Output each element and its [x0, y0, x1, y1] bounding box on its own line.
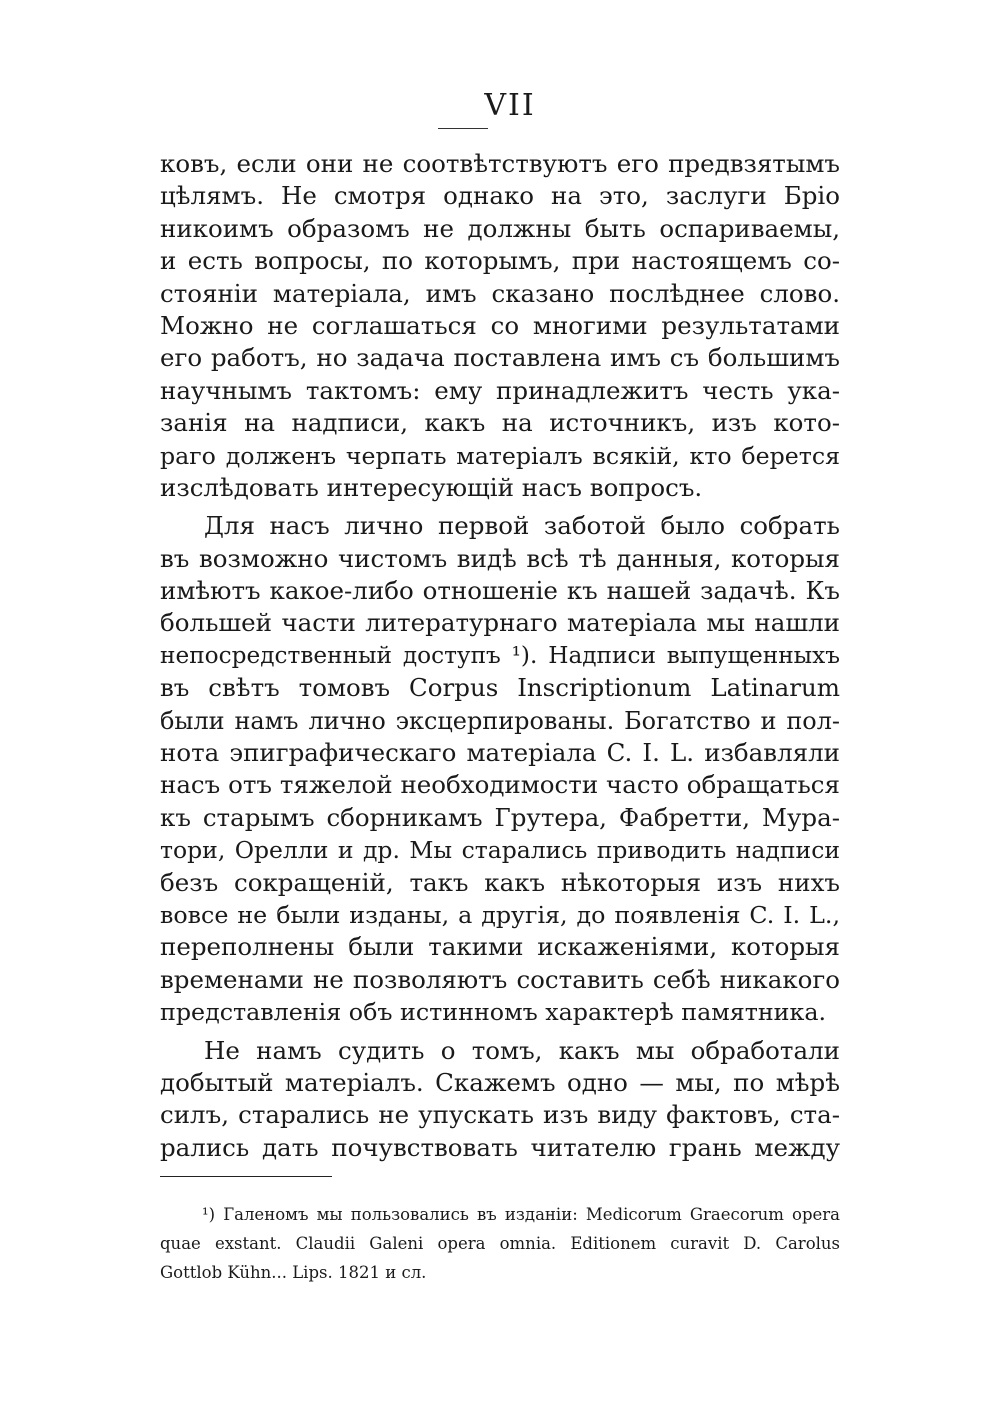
text-line: въ возможно чистомъ видѣ всѣ тѣ данныя, которыя — [160, 543, 840, 573]
text-line: силъ, старались не упускать изъ виду фактовъ, ста- — [160, 1100, 840, 1130]
text-line: къ старымъ сборникамъ Грутера, Фабретти, Мура- — [160, 802, 840, 832]
text-line: нота эпиграфическаго матеріала C. I. L. избавляли — [160, 738, 840, 768]
footnote-rule — [160, 1176, 332, 1177]
text-line: Можно не соглашаться со многими результатами — [160, 310, 840, 340]
text-line: Для насъ лично первой заботой было собрать — [204, 511, 840, 541]
text-line: непосредственный доступъ ¹). Надписи выпущенныхъ — [160, 641, 840, 669]
text-line: его работъ, но задача поставлена имъ съ большимъ — [160, 343, 840, 373]
text-line: большей части литературнаго матеріала мы нашли — [160, 608, 840, 638]
text-line: безъ сокращеній, такъ какъ нѣкоторыя изъ нихъ — [160, 867, 840, 897]
page-number: VII — [484, 88, 536, 123]
footnote — [160, 1200, 840, 1287]
text-line: насъ отъ тяжелой необходимости часто обращаться — [160, 770, 840, 800]
text-line: занія на надписи, какъ на источникъ, изъ кото- — [160, 408, 840, 438]
text-line: въ свѣтъ томовъ Corpus Inscriptionum Latinarum — [160, 673, 840, 703]
text-line: стояніи матеріала, имъ сказано послѣднее слово. — [160, 278, 840, 308]
text-line: научнымъ тактомъ: ему принадлежитъ честь ука- — [160, 375, 840, 405]
footnote-line: quae exstant. Claudii Galeni opera omnia. Editionem curavit D. Carolus — [160, 1234, 840, 1253]
text-line: были намъ лично эксцерпированы. Богатство и пол- — [160, 706, 840, 735]
text-line: никоимъ образомъ не должны быть оспариваемы, — [160, 213, 840, 243]
text-line: цѣлямъ. Не смотря однако на это, заслуги Бріо — [160, 181, 840, 211]
paragraph-3 — [160, 1035, 840, 1165]
text-line: рались дать почувствовать читателю грань между — [160, 1132, 840, 1162]
text-line: добытый матеріалъ. Скажемъ одно — мы, по мѣрѣ — [160, 1067, 840, 1097]
footnote-line: ¹) Галеномъ мы пользовались въ изданіи: Medicorum Graecorum opera — [202, 1205, 840, 1224]
paragraph-1 — [160, 148, 840, 504]
text-line: временами не позволяютъ составить себѣ никакого — [160, 964, 840, 994]
text-line: представленія объ истинномъ характерѣ памятника. — [160, 998, 827, 1027]
text-line: изслѣдовать интересующій насъ вопросъ. — [160, 472, 703, 502]
footnote-line: Gottlob Kühn... Lips. 1821 и сл. — [160, 1263, 427, 1282]
text-line: и есть вопросы, по которымъ, при настоящемъ со- — [160, 246, 840, 276]
body-text — [160, 148, 840, 1170]
text-line: ковъ, если они не соотвѣтствуютъ его предвзятымъ — [160, 149, 840, 178]
text-line: тори, Орелли и др. Мы старались приводить надписи — [160, 836, 840, 865]
text-line: переполнены были такими искаженіями, которыя — [160, 932, 840, 962]
text-line: имѣютъ какое-либо отношеніе къ нашей задачѣ. Къ — [160, 576, 840, 606]
text-line: Не намъ судить о томъ, какъ мы обработали — [204, 1035, 840, 1065]
text-line: раго долженъ черпать матеріалъ всякій, кто берется — [160, 441, 840, 470]
paragraph-2 — [160, 510, 840, 1028]
header-rule — [438, 128, 488, 129]
text-line: вовсе не были изданы, а другія, до появленія C. I. L., — [160, 900, 840, 929]
